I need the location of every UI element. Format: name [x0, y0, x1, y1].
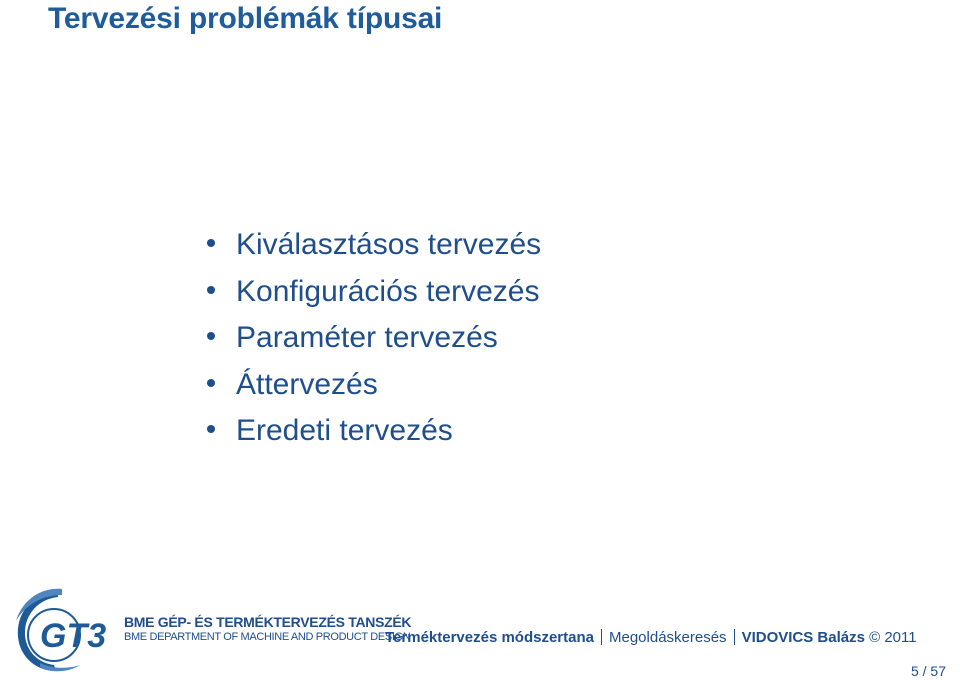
- bullet-text: Áttervezés: [236, 367, 378, 401]
- bullet-text: Paraméter tervezés: [236, 321, 498, 354]
- page-number: 5 / 57: [910, 663, 946, 679]
- svg-text:GT3: GT3: [40, 617, 107, 655]
- bullet-text: Kiválasztásos tervezés: [236, 228, 542, 261]
- department-name-en: BME DEPARTMENT OF MACHINE AND PRODUCT DESIGN: [124, 631, 411, 643]
- bullet-text: Eredeti tervezés: [236, 414, 453, 447]
- footer-copyright: © 2011: [869, 629, 917, 646]
- bullet-item: [205, 222, 541, 269]
- bullet-list: [205, 222, 541, 455]
- slide-title: Tervezési problémák típusai: [48, 2, 443, 35]
- department-name-hu: BME GÉP- ÉS TERMÉKTERVEZÉS TANSZÉK: [124, 614, 412, 630]
- department-name: [124, 614, 411, 643]
- gt3-logo-icon: [10, 587, 122, 673]
- footer-info: [385, 629, 917, 646]
- bullet-dot-icon: [207, 286, 215, 294]
- bullet-item: [205, 408, 541, 455]
- bullet-item: [205, 269, 541, 316]
- bullet-item: [205, 362, 541, 409]
- bullet-dot-icon: [207, 332, 215, 340]
- footer-author: VIDOVICS Balázs: [741, 629, 865, 646]
- footer-separator: [734, 629, 735, 645]
- bullet-dot-icon: [207, 379, 215, 387]
- footer-course: Terméktervezés módszertana: [385, 629, 594, 646]
- footer-separator: [601, 629, 602, 645]
- footer-topic: Megoldáskeresés: [609, 629, 727, 646]
- bullet-item: [205, 315, 541, 362]
- bullet-dot-icon: [207, 239, 215, 247]
- bullet-dot-icon: [207, 425, 215, 433]
- bullet-text: Konfigurációs tervezés: [236, 274, 540, 308]
